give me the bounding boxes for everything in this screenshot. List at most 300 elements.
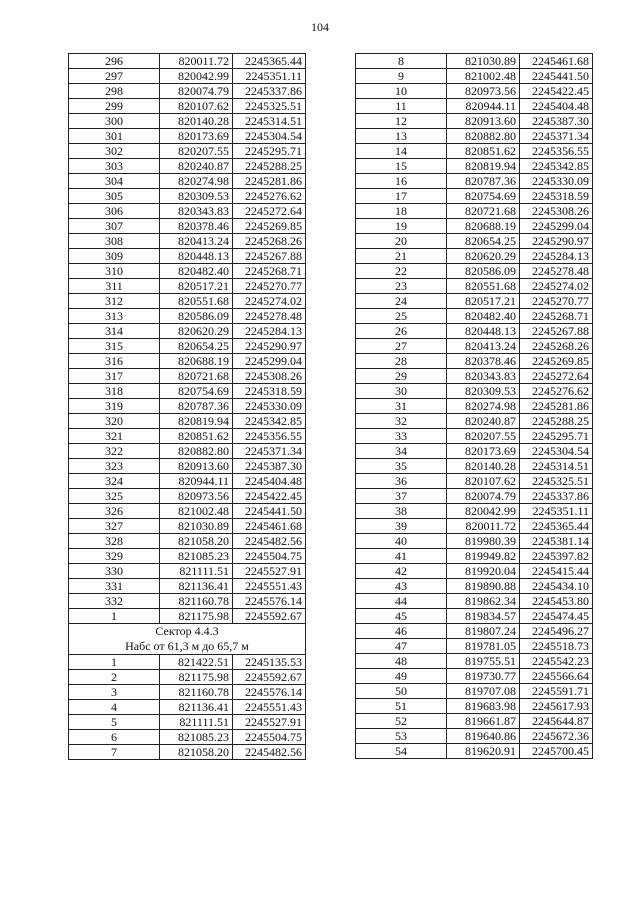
y-coordinate-cell: 2245325.51	[520, 474, 593, 489]
table-row	[69, 339, 306, 354]
table-row	[356, 459, 593, 474]
y-coordinate-cell: 2245474.45	[520, 609, 593, 624]
x-coordinate-cell: 820882.80	[160, 444, 233, 459]
x-coordinate-cell: 819920.04	[447, 564, 520, 579]
point-number-cell: 312	[69, 294, 160, 309]
x-coordinate-cell: 819949.82	[447, 549, 520, 564]
x-coordinate-cell: 820973.56	[447, 84, 520, 99]
table-row	[356, 369, 593, 384]
table-row	[356, 159, 593, 174]
point-number-cell: 4	[69, 700, 160, 715]
x-coordinate-cell: 820819.94	[447, 159, 520, 174]
table-row	[69, 174, 306, 189]
point-number-cell: 43	[356, 579, 447, 594]
table-row	[356, 474, 593, 489]
table-row	[69, 730, 306, 745]
x-coordinate-cell: 819890.88	[447, 579, 520, 594]
x-coordinate-cell: 819620.91	[447, 744, 520, 759]
x-coordinate-cell: 819807.24	[447, 624, 520, 639]
point-number-cell: 19	[356, 219, 447, 234]
x-coordinate-cell: 820107.62	[160, 99, 233, 114]
point-number-cell: 324	[69, 474, 160, 489]
table-row	[356, 579, 593, 594]
x-coordinate-cell: 821030.89	[447, 54, 520, 69]
point-number-cell: 33	[356, 429, 447, 444]
y-coordinate-cell: 2245551.43	[233, 579, 306, 594]
point-number-cell: 329	[69, 549, 160, 564]
table-row	[356, 234, 593, 249]
y-coordinate-cell: 2245351.11	[520, 504, 593, 519]
point-number-cell: 49	[356, 669, 447, 684]
x-coordinate-cell: 820448.13	[160, 249, 233, 264]
point-number-cell: 39	[356, 519, 447, 534]
point-number-cell: 47	[356, 639, 447, 654]
point-number-cell: 44	[356, 594, 447, 609]
point-number-cell: 296	[69, 54, 160, 69]
table-row	[356, 219, 593, 234]
point-number-cell: 327	[69, 519, 160, 534]
y-coordinate-cell: 2245700.45	[520, 744, 593, 759]
point-number-cell: 315	[69, 339, 160, 354]
x-coordinate-cell: 820378.46	[447, 354, 520, 369]
right-table-body	[356, 54, 593, 759]
point-number-cell: 308	[69, 234, 160, 249]
table-row	[356, 744, 593, 759]
y-coordinate-cell: 2245371.34	[520, 129, 593, 144]
table-row	[356, 174, 593, 189]
point-number-cell: 40	[356, 534, 447, 549]
table-row	[69, 474, 306, 489]
x-coordinate-cell: 820754.69	[447, 189, 520, 204]
table-row	[356, 294, 593, 309]
x-coordinate-cell: 820173.69	[160, 129, 233, 144]
point-number-cell: 25	[356, 309, 447, 324]
y-coordinate-cell: 2245351.11	[233, 69, 306, 84]
x-coordinate-cell: 820107.62	[447, 474, 520, 489]
y-coordinate-cell: 2245288.25	[233, 159, 306, 174]
y-coordinate-cell: 2245274.02	[233, 294, 306, 309]
right-coordinates-table	[355, 53, 593, 759]
table-row	[356, 699, 593, 714]
table-row	[69, 579, 306, 594]
x-coordinate-cell: 819730.77	[447, 669, 520, 684]
table-row	[69, 294, 306, 309]
y-coordinate-cell: 2245576.14	[233, 594, 306, 609]
point-number-cell: 1	[69, 655, 160, 670]
y-coordinate-cell: 2245441.50	[520, 69, 593, 84]
x-coordinate-cell: 819980.39	[447, 534, 520, 549]
x-coordinate-cell: 820851.62	[447, 144, 520, 159]
point-number-cell: 307	[69, 219, 160, 234]
table-row	[356, 54, 593, 69]
point-number-cell: 309	[69, 249, 160, 264]
table-row	[356, 399, 593, 414]
y-coordinate-cell: 2245288.25	[520, 414, 593, 429]
y-coordinate-cell: 2245576.14	[233, 685, 306, 700]
x-coordinate-cell: 820274.98	[447, 399, 520, 414]
table-row	[69, 264, 306, 279]
y-coordinate-cell: 2245461.68	[520, 54, 593, 69]
point-number-cell: 31	[356, 399, 447, 414]
x-coordinate-cell: 820207.55	[447, 429, 520, 444]
y-coordinate-cell: 2245371.34	[233, 444, 306, 459]
x-coordinate-cell: 820944.11	[160, 474, 233, 489]
table-row	[356, 489, 593, 504]
x-coordinate-cell: 820240.87	[160, 159, 233, 174]
x-coordinate-cell: 820586.09	[447, 264, 520, 279]
table-row	[356, 549, 593, 564]
x-coordinate-cell: 820343.83	[447, 369, 520, 384]
point-number-cell: 2	[69, 670, 160, 685]
table-row	[69, 549, 306, 564]
x-coordinate-cell: 819755.51	[447, 654, 520, 669]
section-header-row	[69, 624, 306, 655]
point-number-cell: 331	[69, 579, 160, 594]
point-number-cell: 323	[69, 459, 160, 474]
table-row	[69, 399, 306, 414]
point-number-cell: 53	[356, 729, 447, 744]
point-number-cell: 32	[356, 414, 447, 429]
table-row	[356, 654, 593, 669]
y-coordinate-cell: 2245404.48	[520, 99, 593, 114]
point-number-cell: 42	[356, 564, 447, 579]
y-coordinate-cell: 2245365.44	[520, 519, 593, 534]
point-number-cell: 23	[356, 279, 447, 294]
x-coordinate-cell: 821002.48	[160, 504, 233, 519]
table-row	[69, 655, 306, 670]
y-coordinate-cell: 2245496.27	[520, 624, 593, 639]
table-row	[69, 594, 306, 609]
y-coordinate-cell: 2245422.45	[233, 489, 306, 504]
x-coordinate-cell: 820688.19	[447, 219, 520, 234]
x-coordinate-cell: 819781.05	[447, 639, 520, 654]
table-row	[69, 519, 306, 534]
point-number-cell: 321	[69, 429, 160, 444]
y-coordinate-cell: 2245284.13	[233, 324, 306, 339]
x-coordinate-cell: 819862.34	[447, 594, 520, 609]
x-coordinate-cell: 820944.11	[447, 99, 520, 114]
x-coordinate-cell: 820011.72	[160, 54, 233, 69]
left-coordinates-table	[68, 53, 306, 760]
table-row	[356, 624, 593, 639]
y-coordinate-cell: 2245278.48	[520, 264, 593, 279]
table-row	[69, 745, 306, 760]
table-row	[356, 384, 593, 399]
y-coordinate-cell: 2245272.64	[520, 369, 593, 384]
y-coordinate-cell: 2245268.26	[520, 339, 593, 354]
y-coordinate-cell: 2245270.77	[520, 294, 593, 309]
point-number-cell: 8	[356, 54, 447, 69]
x-coordinate-cell: 820654.25	[447, 234, 520, 249]
point-number-cell: 319	[69, 399, 160, 414]
table-row	[69, 159, 306, 174]
point-number-cell: 325	[69, 489, 160, 504]
point-number-cell: 27	[356, 339, 447, 354]
x-coordinate-cell: 820378.46	[160, 219, 233, 234]
y-coordinate-cell: 2245356.55	[520, 144, 593, 159]
y-coordinate-cell: 2245422.45	[520, 84, 593, 99]
point-number-cell: 311	[69, 279, 160, 294]
table-row	[69, 189, 306, 204]
point-number-cell: 46	[356, 624, 447, 639]
table-row	[69, 69, 306, 84]
x-coordinate-cell: 820517.21	[160, 279, 233, 294]
y-coordinate-cell: 2245356.55	[233, 429, 306, 444]
x-coordinate-cell: 820413.24	[160, 234, 233, 249]
y-coordinate-cell: 2245504.75	[233, 730, 306, 745]
y-coordinate-cell: 2245482.56	[233, 745, 306, 760]
table-row	[356, 114, 593, 129]
x-coordinate-cell: 820240.87	[447, 414, 520, 429]
table-row	[69, 204, 306, 219]
table-row	[356, 129, 593, 144]
y-coordinate-cell: 2245397.82	[520, 549, 593, 564]
x-coordinate-cell: 821085.23	[160, 730, 233, 745]
y-coordinate-cell: 2245387.30	[520, 114, 593, 129]
point-number-cell: 15	[356, 159, 447, 174]
point-number-cell: 9	[356, 69, 447, 84]
point-number-cell: 317	[69, 369, 160, 384]
x-coordinate-cell: 819661.87	[447, 714, 520, 729]
table-row	[356, 84, 593, 99]
y-coordinate-cell: 2245295.71	[233, 144, 306, 159]
table-row	[356, 504, 593, 519]
x-coordinate-cell: 820274.98	[160, 174, 233, 189]
table-row	[69, 414, 306, 429]
point-number-cell: 41	[356, 549, 447, 564]
table-row	[69, 324, 306, 339]
table-row	[356, 144, 593, 159]
y-coordinate-cell: 2245299.04	[233, 354, 306, 369]
point-number-cell: 35	[356, 459, 447, 474]
x-coordinate-cell: 820140.28	[447, 459, 520, 474]
point-number-cell: 5	[69, 715, 160, 730]
x-coordinate-cell: 819683.98	[447, 699, 520, 714]
y-coordinate-cell: 2245644.87	[520, 714, 593, 729]
table-row	[356, 729, 593, 744]
x-coordinate-cell: 820851.62	[160, 429, 233, 444]
y-coordinate-cell: 2245270.77	[233, 279, 306, 294]
y-coordinate-cell: 2245314.51	[233, 114, 306, 129]
y-coordinate-cell: 2245387.30	[233, 459, 306, 474]
point-number-cell: 21	[356, 249, 447, 264]
x-coordinate-cell: 820413.24	[447, 339, 520, 354]
table-row	[69, 279, 306, 294]
y-coordinate-cell: 2245278.48	[233, 309, 306, 324]
x-coordinate-cell: 821160.78	[160, 594, 233, 609]
y-coordinate-cell: 2245308.26	[233, 369, 306, 384]
point-number-cell: 298	[69, 84, 160, 99]
point-number-cell: 305	[69, 189, 160, 204]
y-coordinate-cell: 2245404.48	[233, 474, 306, 489]
y-coordinate-cell: 2245365.44	[233, 54, 306, 69]
point-number-cell: 37	[356, 489, 447, 504]
y-coordinate-cell: 2245299.04	[520, 219, 593, 234]
table-row	[356, 669, 593, 684]
table-row	[69, 564, 306, 579]
y-coordinate-cell: 2245268.71	[520, 309, 593, 324]
point-number-cell: 7	[69, 745, 160, 760]
y-coordinate-cell: 2245527.91	[233, 715, 306, 730]
table-row	[69, 129, 306, 144]
x-coordinate-cell: 821058.20	[160, 745, 233, 760]
x-coordinate-cell: 821030.89	[160, 519, 233, 534]
x-coordinate-cell: 820140.28	[160, 114, 233, 129]
y-coordinate-cell: 2245314.51	[520, 459, 593, 474]
x-coordinate-cell: 820913.60	[447, 114, 520, 129]
table-row	[69, 444, 306, 459]
point-number-cell: 10	[356, 84, 447, 99]
point-number-cell: 34	[356, 444, 447, 459]
x-coordinate-cell: 821175.98	[160, 670, 233, 685]
point-number-cell: 17	[356, 189, 447, 204]
table-row	[69, 700, 306, 715]
point-number-cell: 45	[356, 609, 447, 624]
point-number-cell: 28	[356, 354, 447, 369]
point-number-cell: 22	[356, 264, 447, 279]
table-row	[69, 234, 306, 249]
x-coordinate-cell: 821422.51	[160, 655, 233, 670]
y-coordinate-cell: 2245337.86	[233, 84, 306, 99]
point-number-cell: 18	[356, 204, 447, 219]
x-coordinate-cell: 821136.41	[160, 700, 233, 715]
x-coordinate-cell: 820913.60	[160, 459, 233, 474]
y-coordinate-cell: 2245268.26	[233, 234, 306, 249]
x-coordinate-cell: 819707.08	[447, 684, 520, 699]
table-row	[356, 534, 593, 549]
x-coordinate-cell: 820042.99	[447, 504, 520, 519]
table-row	[69, 114, 306, 129]
table-row	[356, 249, 593, 264]
x-coordinate-cell: 820551.68	[447, 279, 520, 294]
point-number-cell: 328	[69, 534, 160, 549]
point-number-cell: 30	[356, 384, 447, 399]
y-coordinate-cell: 2245330.09	[520, 174, 593, 189]
x-coordinate-cell: 820074.79	[160, 84, 233, 99]
x-coordinate-cell: 820586.09	[160, 309, 233, 324]
point-number-cell: 297	[69, 69, 160, 84]
table-row	[69, 54, 306, 69]
x-coordinate-cell: 820309.53	[160, 189, 233, 204]
point-number-cell: 326	[69, 504, 160, 519]
point-number-cell: 300	[69, 114, 160, 129]
y-coordinate-cell: 2245461.68	[233, 519, 306, 534]
point-number-cell: 16	[356, 174, 447, 189]
y-coordinate-cell: 2245453.80	[520, 594, 593, 609]
point-number-cell: 299	[69, 99, 160, 114]
x-coordinate-cell: 821160.78	[160, 685, 233, 700]
y-coordinate-cell: 2245415.44	[520, 564, 593, 579]
point-number-cell: 318	[69, 384, 160, 399]
y-coordinate-cell: 2245269.85	[233, 219, 306, 234]
left-table-body-a	[69, 54, 306, 624]
y-coordinate-cell: 2245318.59	[233, 384, 306, 399]
point-number-cell: 24	[356, 294, 447, 309]
x-coordinate-cell: 820754.69	[160, 384, 233, 399]
x-coordinate-cell: 821175.98	[160, 609, 233, 624]
point-number-cell: 330	[69, 564, 160, 579]
y-coordinate-cell: 2245272.64	[233, 204, 306, 219]
x-coordinate-cell: 820787.36	[447, 174, 520, 189]
point-number-cell: 1	[69, 609, 160, 624]
point-number-cell: 322	[69, 444, 160, 459]
x-coordinate-cell: 820207.55	[160, 144, 233, 159]
x-coordinate-cell: 820819.94	[160, 414, 233, 429]
x-coordinate-cell: 820042.99	[160, 69, 233, 84]
y-coordinate-cell: 2245318.59	[520, 189, 593, 204]
table-row	[356, 279, 593, 294]
y-coordinate-cell: 2245551.43	[233, 700, 306, 715]
point-number-cell: 302	[69, 144, 160, 159]
table-row	[356, 639, 593, 654]
x-coordinate-cell: 820721.68	[447, 204, 520, 219]
x-coordinate-cell: 820688.19	[160, 354, 233, 369]
x-coordinate-cell: 820482.40	[160, 264, 233, 279]
x-coordinate-cell: 820551.68	[160, 294, 233, 309]
x-coordinate-cell: 820620.29	[160, 324, 233, 339]
table-row	[356, 609, 593, 624]
y-coordinate-cell: 2245284.13	[520, 249, 593, 264]
x-coordinate-cell: 821085.23	[160, 549, 233, 564]
y-coordinate-cell: 2245434.10	[520, 579, 593, 594]
y-coordinate-cell: 2245290.97	[233, 339, 306, 354]
table-row	[69, 219, 306, 234]
x-coordinate-cell: 821111.51	[160, 715, 233, 730]
section-header	[69, 624, 306, 655]
x-coordinate-cell: 821111.51	[160, 564, 233, 579]
x-coordinate-cell: 819834.57	[447, 609, 520, 624]
x-coordinate-cell: 819640.86	[447, 729, 520, 744]
point-number-cell: 303	[69, 159, 160, 174]
page-number: 104	[311, 20, 329, 34]
table-row	[69, 369, 306, 384]
table-row	[356, 444, 593, 459]
point-number-cell: 52	[356, 714, 447, 729]
y-coordinate-cell: 2245308.26	[520, 204, 593, 219]
point-number-cell: 12	[356, 114, 447, 129]
y-coordinate-cell: 2245304.54	[233, 129, 306, 144]
point-number-cell: 313	[69, 309, 160, 324]
y-coordinate-cell: 2245342.85	[520, 159, 593, 174]
y-coordinate-cell: 2245337.86	[520, 489, 593, 504]
table-row	[69, 309, 306, 324]
table-row	[69, 534, 306, 549]
point-number-cell: 3	[69, 685, 160, 700]
table-row	[356, 204, 593, 219]
y-coordinate-cell: 2245672.36	[520, 729, 593, 744]
x-coordinate-cell: 820654.25	[160, 339, 233, 354]
y-coordinate-cell: 2245518.73	[520, 639, 593, 654]
table-row	[69, 715, 306, 730]
table-row	[69, 609, 306, 624]
point-number-cell: 48	[356, 654, 447, 669]
table-row	[69, 489, 306, 504]
y-coordinate-cell: 2245274.02	[520, 279, 593, 294]
x-coordinate-cell: 820343.83	[160, 204, 233, 219]
point-number-cell: 36	[356, 474, 447, 489]
table-row	[356, 429, 593, 444]
table-row	[356, 519, 593, 534]
section-subtitle: Набс от 61,3 м до 65,7 м	[125, 639, 249, 653]
y-coordinate-cell: 2245330.09	[233, 399, 306, 414]
x-coordinate-cell: 820173.69	[447, 444, 520, 459]
section-title: Сектор 4.4.3	[155, 624, 219, 638]
point-number-cell: 29	[356, 369, 447, 384]
table-row	[69, 459, 306, 474]
y-coordinate-cell: 2245295.71	[520, 429, 593, 444]
table-row	[356, 594, 593, 609]
table-row	[69, 144, 306, 159]
